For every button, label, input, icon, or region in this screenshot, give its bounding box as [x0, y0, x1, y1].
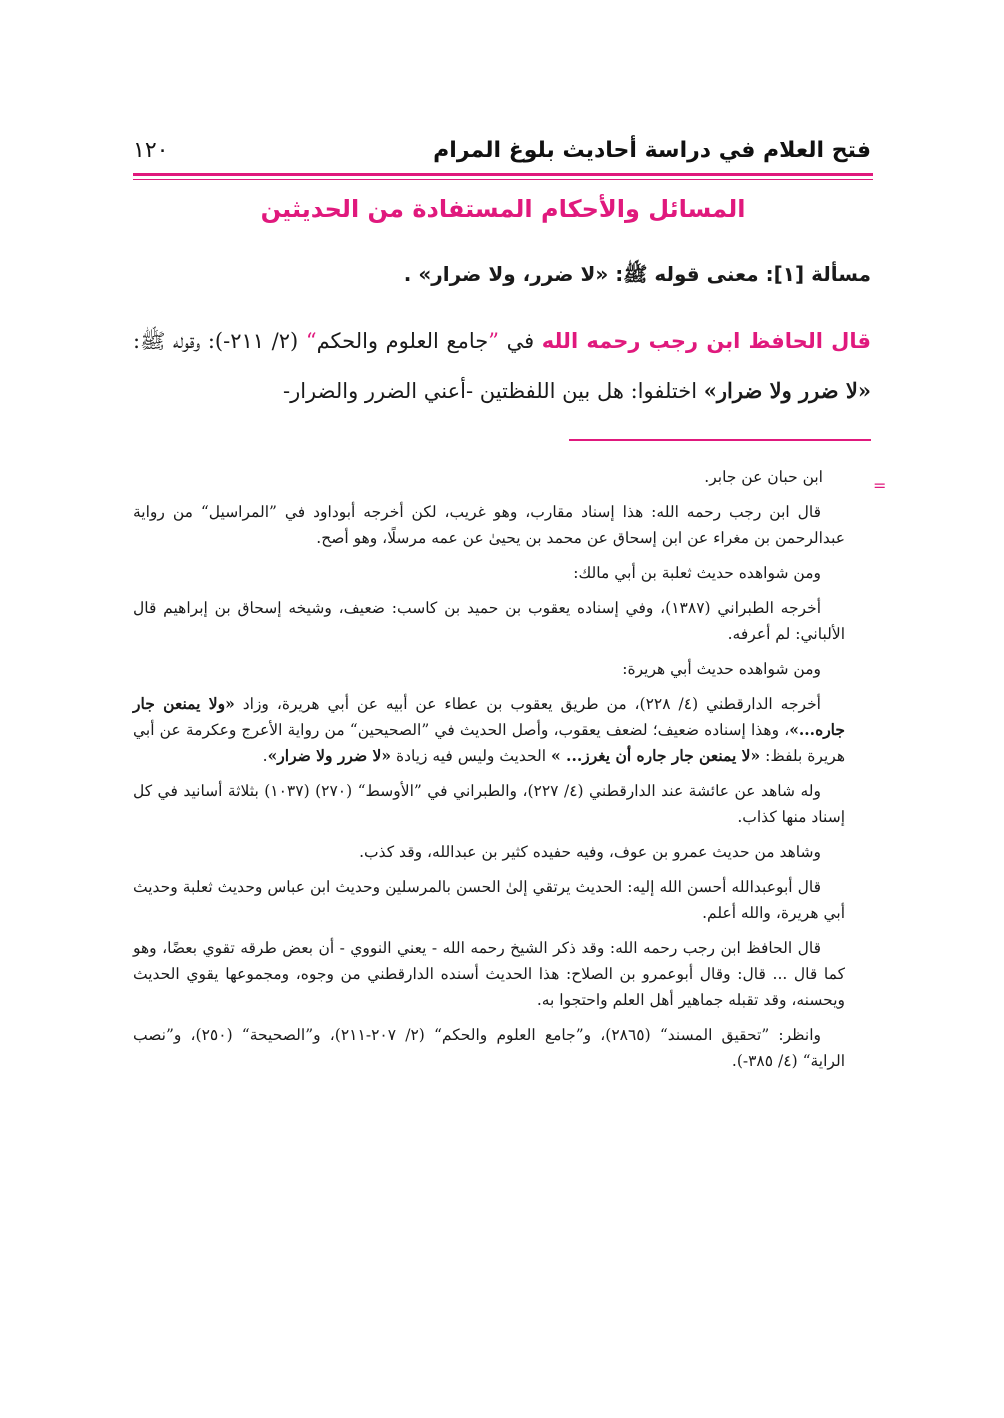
footnote-paragraph	[133, 1022, 845, 1074]
book-name: ”جامع العلوم والحكم“	[433, 1026, 584, 1044]
text-run: اختلفوا: هل بين اللفظتين -أعني الضرر والضرار-	[282, 379, 704, 403]
footnote-paragraph	[133, 778, 845, 830]
text-run: قال ابن رجب رحمه الله: هذا إسناد مقارب، وهو غريب، لكن أخرجه أبوداود في	[276, 503, 822, 521]
text-run: ومن شواهده حديث ثعلبة بن أبي مالك:	[573, 564, 821, 582]
text-run: ومن شواهده حديث أبي هريرة:	[622, 660, 821, 678]
book-name: ”المراسيل“	[200, 503, 277, 521]
footnote-paragraph	[133, 560, 845, 586]
masala-label: مسألة [١]:	[765, 262, 871, 286]
running-header	[133, 132, 871, 168]
text-run: (٢٨٦٥)، و	[583, 1026, 660, 1044]
text-run: في	[499, 329, 542, 353]
footnote-paragraph	[133, 935, 845, 1013]
footnote-paragraph	[133, 839, 845, 865]
footnote-paragraph	[133, 656, 845, 682]
footnotes	[133, 464, 845, 1083]
footnote-paragraph	[133, 464, 823, 490]
footnote-paragraph	[133, 874, 845, 926]
book-name: ”تحقيق المسند“	[659, 1026, 770, 1044]
footnote-paragraph	[133, 691, 845, 769]
footnote-paragraph	[133, 595, 845, 647]
masala-heading	[133, 262, 871, 291]
text-run: .	[262, 747, 268, 765]
book-name: جامع العلوم والحكم	[316, 329, 489, 353]
footnote-separator	[569, 439, 871, 441]
speaker: قال الحافظ ابن رجب رحمه الله	[541, 329, 871, 353]
text-run: أخرجه الطبراني (١٣٨٧)، وفي إسناده يعقوب بن حميد بن كاسب: ضعيف، وشيخه إسحاق بن إبراهيم قال الألباني: لم أعرفه.	[133, 599, 845, 643]
text-run: ابن حبان عن جابر.	[704, 468, 823, 486]
quote-mark: “	[305, 329, 317, 353]
section-title: المسائل والأحكام المستفادة من الحديثين	[260, 195, 746, 223]
text-run: (٢٥٠)، و	[173, 1026, 242, 1044]
book-name: ”الصحيحة“	[241, 1026, 314, 1044]
footnote-paragraph	[133, 499, 845, 551]
text-run: من رواية الأعرج وعكرمة عن أبي هريرة بلفظ:	[133, 721, 845, 765]
text-run: ، وهذا إسناده ضعيف؛ لضعف يعقوب، وأصل الحديث في	[429, 721, 790, 739]
text-run: الحديث وليس فيه زيادة	[391, 747, 551, 765]
hadith-text: «لا ضرر ولا ضرار»	[267, 746, 392, 765]
text-run: قال الحافظ ابن رجب رحمه الله: وقد ذكر الشيخ رحمه الله - يعني النووي - أن بعض طرقه تقوي بعضًا، وهو كما قال ... قال: وقال أبوعمرو بن الصلاح: هذا الحديث أسنده الدارقطني من وجوه، ومجموعها يقوي الحديث ويحسنه، وقد تقبله جماهير أهل العلم واحتجوا به.	[133, 939, 845, 1009]
text-run: قال أبوعبدالله أحسن الله إليه: الحديث يرتقي إلىٰ الحسن بالمرسلين وحديث ابن عباس وحديث ثعلبة وحديث أبي هريرة، والله أعلم.	[133, 878, 845, 922]
masala-text: معنى قوله ﷺ: «لا ضرر، ولا ضرار» .	[403, 262, 766, 286]
book-name: ”نصب الراية“	[133, 1026, 845, 1070]
hadith-text: «ولا يمنعن جار جاره...»	[133, 694, 845, 739]
header-rule-thick	[133, 173, 873, 176]
main-paragraph	[133, 316, 871, 416]
hadith-text: «لا يمنعن جار جاره أن يغرز... »	[550, 746, 761, 765]
page-number: ١٢٠	[133, 137, 169, 163]
text-run: (٤/ ٣٨٥-).	[731, 1052, 803, 1070]
text-run: أخرجه الدارقطني (٤/ ٢٢٨)، من طريق يعقوب بن عطاء عن أبيه عن أبي هريرة، وزاد	[234, 695, 821, 713]
header-rule-thin	[133, 179, 873, 180]
book-name: ”الصحيحين“	[349, 721, 430, 739]
text-run: (٢/ ٢١١-): وقوله ﷺ:	[133, 329, 306, 353]
quote-mark: ”	[488, 329, 499, 353]
text-run: من رواية عبدالرحمن بن مغراء عن ابن إسحاق عن محمد بن يحيىٰ عن عمه مرسلًا، وهو أصح.	[133, 503, 845, 547]
footnote-continuation-marker: =	[873, 476, 887, 495]
text-run: وانظر:	[769, 1026, 821, 1044]
text-run: (٢/ ٢٠٧-٢١١)، و	[313, 1026, 434, 1044]
text-run: (٢٧٠) (١٠٣٧) بثلاثة أسانيد في كل إسناد منها كذاب.	[133, 782, 845, 826]
text-run: وشاهد من حديث عمرو بن عوف، وفيه حفيده كثير بن عبدالله، وقد كذب.	[359, 843, 821, 861]
hadith-text: «لا ضرر ولا ضرار»	[703, 378, 871, 403]
book-title: فتح العلام في دراسة أحاديث بلوغ المرام	[433, 137, 871, 163]
text-run: وله شاهد عن عائشة عند الدارقطني (٤/ ٢٢٧)، والطبراني في	[421, 782, 821, 800]
book-name: ”الأوسط“	[357, 782, 422, 800]
